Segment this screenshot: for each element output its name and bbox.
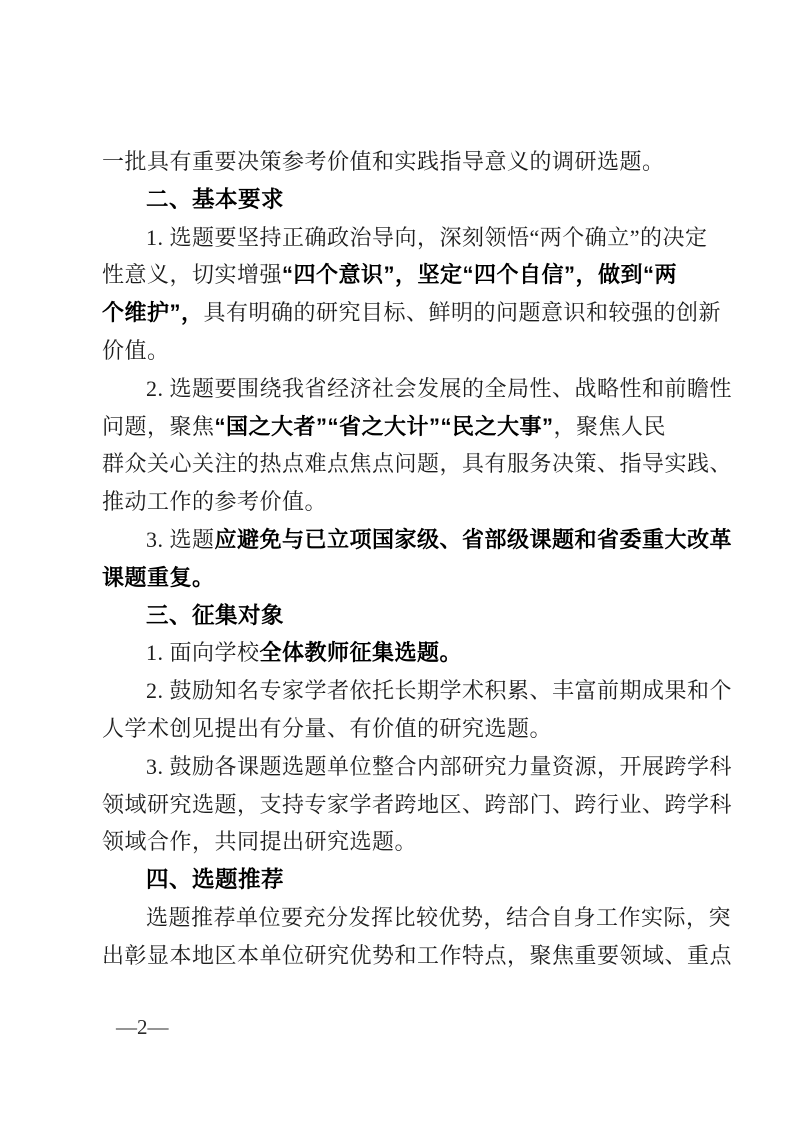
heading-text: 二、基本要求 [146, 186, 285, 212]
text-line [102, 408, 694, 446]
text-run: 2. 选题要围绕我省经济社会发展的全局性、战略性和前瞻性 [146, 375, 733, 401]
text-run: 具有明确的研究目标、鲜明的问题意识和较强的创新 [203, 300, 722, 326]
text-run: 性意义，切实增强 [102, 262, 283, 288]
text-run: ，聚焦人民 [553, 413, 667, 439]
text-line [102, 256, 694, 294]
text-line [102, 937, 733, 975]
text-line [102, 370, 733, 408]
text-line [102, 634, 694, 672]
text-run: 2. 鼓励知名专家学者依托长期学术积累、丰富前期成果和个 [146, 678, 733, 704]
page-number: —2— [116, 1015, 169, 1039]
text-line [102, 786, 733, 824]
text-line [102, 294, 722, 332]
text-run: 价值。 [102, 337, 170, 363]
text-run: 领域研究选题，支持专家学者跨地区、跨部门、跨行业、跨学科 [102, 791, 733, 817]
heading-text: 四、选题推荐 [146, 867, 285, 893]
bold-run: “四个意识”，坚定“四个自信”，做到“两 [282, 262, 678, 288]
text-line [102, 219, 708, 257]
text-line [102, 332, 694, 370]
text-run: 问题，聚焦 [102, 413, 215, 439]
bold-run: “国之大者”“省之大计”“民之大事” [214, 413, 554, 439]
section-heading-3 [102, 597, 694, 635]
bold-run: 个维护”， [102, 300, 204, 326]
text-run: 1. 选题要坚持正确政治导向，深刻领悟“两个确立”的决定 [146, 224, 708, 250]
bold-run: 应避免与已立项国家级、省部级课题和省委重大改革 [214, 526, 733, 552]
text-run: 群众关心关注的热点难点焦点问题，具有服务决策、指导实践、 [102, 451, 733, 477]
text-run: 出彰显本地区本单位研究优势和工作特点，聚焦重要领域、重点 [102, 942, 733, 968]
text-line [102, 559, 694, 597]
text-run: 领域合作，共同提出研究选题。 [102, 829, 418, 855]
text-line [102, 672, 733, 710]
text-line [102, 823, 694, 861]
text-run: 人学术创见提出有分量、有价值的研究选题。 [102, 715, 553, 741]
text-line [102, 143, 694, 181]
text-line [102, 483, 694, 521]
section-heading-2 [102, 181, 694, 219]
text-line [102, 445, 733, 483]
text-run: 3. 选题 [146, 526, 215, 552]
text-run: 推动工作的参考价值。 [102, 489, 328, 515]
document-body [102, 143, 733, 975]
text-line [102, 710, 694, 748]
bold-run: 全体教师征集选题。 [259, 640, 463, 666]
text-line [102, 899, 732, 937]
text-run: 1. 面向学校 [146, 640, 260, 666]
text-line [102, 748, 733, 786]
section-heading-4 [102, 861, 694, 899]
text-run: 一批具有重要决策参考价值和实践指导意义的调研选题。 [102, 149, 665, 174]
text-run: 选题推荐单位要充分发挥比较优势，结合自身工作实际，突 [146, 904, 732, 930]
bold-run: 课题重复。 [102, 564, 215, 590]
heading-text: 三、征集对象 [146, 602, 285, 628]
text-run: 3. 鼓励各课题选题单位整合内部研究力量资源，开展跨学科 [146, 753, 733, 779]
text-line [102, 521, 733, 559]
